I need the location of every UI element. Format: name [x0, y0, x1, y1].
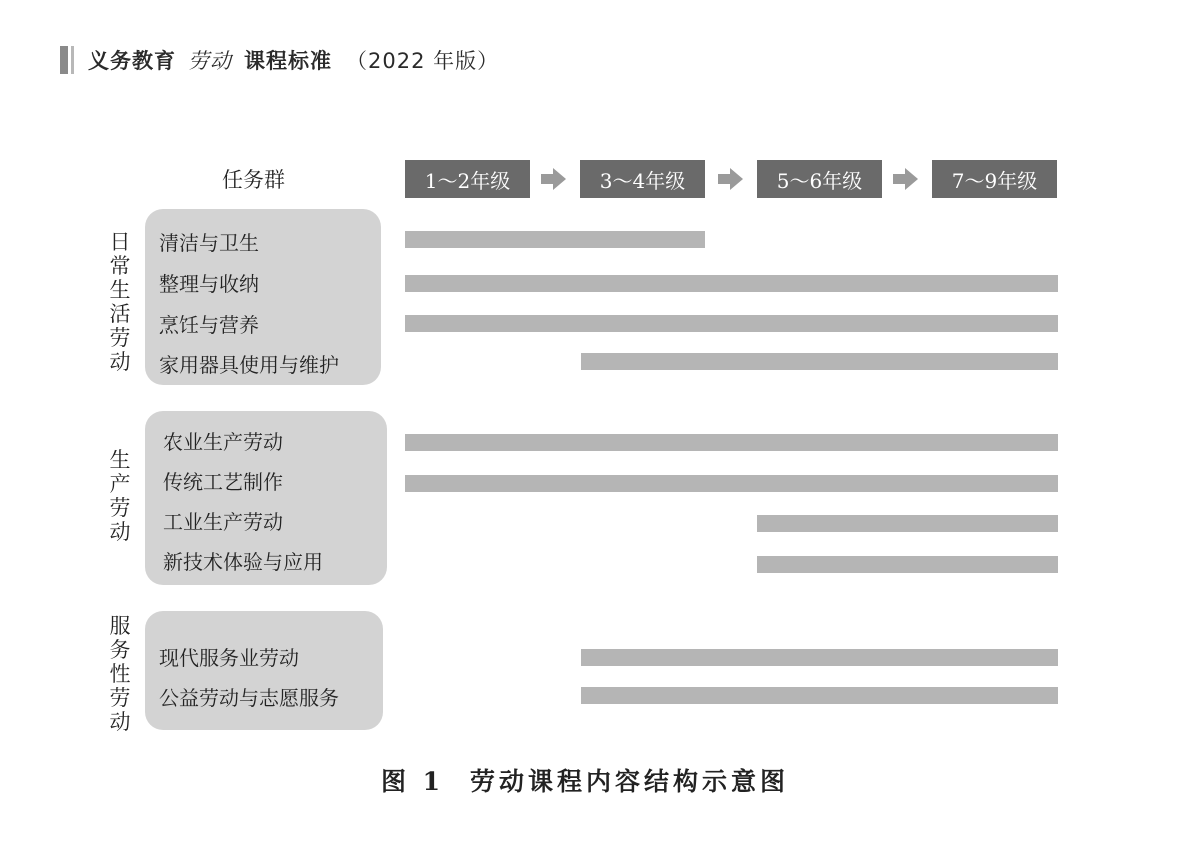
header-mark-icon — [60, 46, 74, 74]
task-label: 农业生产劳动 — [163, 430, 283, 454]
grade-box-1-2: 1～2年级 — [405, 160, 530, 198]
grade-box-3-4: 3～4年级 — [580, 160, 705, 198]
category-label-production: 生产劳动 — [109, 448, 131, 544]
arrow-right-icon — [718, 166, 744, 192]
task-bar — [581, 649, 1058, 666]
task-label: 新技术体验与应用 — [163, 550, 323, 574]
figure-caption-text: 劳动课程内容结构示意图 — [470, 767, 790, 796]
task-bar — [581, 687, 1058, 704]
task-bar — [405, 315, 1058, 332]
grade-box-7-9: 7～9年级 — [932, 160, 1057, 198]
task-label: 公益劳动与志愿服务 — [159, 686, 339, 710]
task-bar — [581, 353, 1058, 370]
task-label: 传统工艺制作 — [163, 470, 283, 494]
arrow-right-icon — [893, 166, 919, 192]
task-label: 现代服务业劳动 — [159, 646, 299, 670]
task-label: 烹饪与营养 — [159, 313, 259, 337]
task-bar — [405, 475, 1058, 492]
arrow-right-icon — [541, 166, 567, 192]
task-bar — [405, 275, 1058, 292]
category-label-service: 服务性劳动 — [109, 614, 131, 734]
task-bar — [757, 515, 1058, 532]
figure-caption — [0, 762, 1170, 798]
task-label: 整理与收纳 — [159, 272, 259, 296]
task-bar — [405, 434, 1058, 451]
header-title-part2: 课程标准 — [244, 49, 332, 73]
task-label: 工业生产劳动 — [163, 510, 283, 534]
task-label: 清洁与卫生 — [159, 231, 259, 255]
header-edition: （2022 年版） — [346, 49, 500, 73]
header-title-subject: 劳动 — [188, 49, 232, 73]
task-bar — [405, 231, 705, 248]
task-bar — [757, 556, 1058, 573]
header-title — [88, 45, 499, 75]
task-group-heading: 任务群 — [222, 168, 285, 192]
category-label-daily-life: 日常生活劳动 — [109, 230, 131, 374]
figure-number: 图 1 — [380, 767, 445, 796]
header-title-part1: 义务教育 — [88, 49, 176, 73]
grade-box-5-6: 5～6年级 — [757, 160, 882, 198]
task-label: 家用器具使用与维护 — [159, 353, 339, 377]
running-header — [60, 44, 499, 76]
